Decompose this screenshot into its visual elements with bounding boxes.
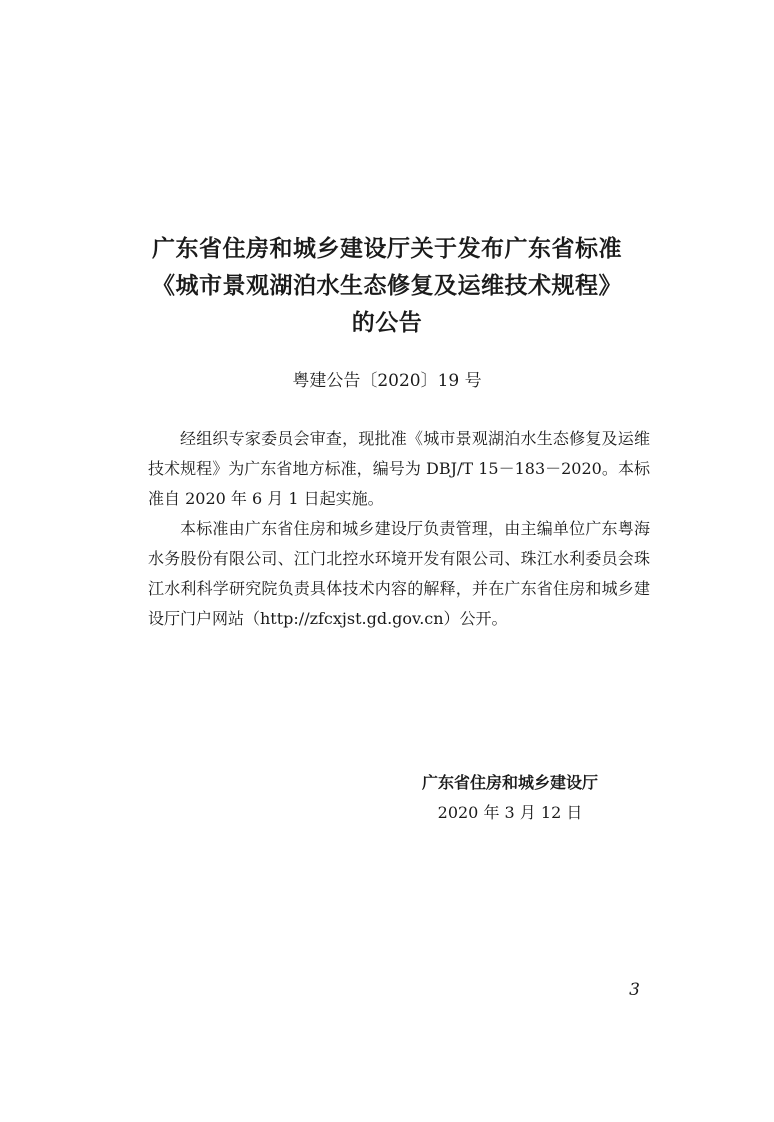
announcement-title [0,231,774,342]
paragraph-management: 本标准由广东省住房和城乡建设厅负责管理，由主编单位广东粤海水务股份有限公司、江门北控水环境开发有限公司、珠江水利委员会珠江水利科学研究院负责具体技术内容的解释，并在广东省住房和城乡建设厅门户网站（http://zfcxjst.gd.gov.cn）公开。 [148,519,650,628]
announcement-body [148,424,650,634]
title-line-2: 《城市景观湖泊水生态修复及运维技术规程》 [152,273,622,299]
document-number: 粤建公告〔2020〕19 号 [292,371,482,391]
title-line-3: 的公告 [351,310,423,336]
signature-date: 2020 年 3 月 12 日 [437,803,583,822]
signature-block [400,768,620,828]
page-number: 3 [629,980,640,1000]
title-line-1: 广东省住房和城乡建设厅关于发布广东省标准 [152,236,622,262]
paragraph-approval: 经组织专家委员会审查，现批准《城市景观湖泊水生态修复及运维技术规程》为广东省地方标准，编号为 DBJ/T 15－183－2020。本标准自 2020 年 6 月 1 日起实施。 [148,429,650,508]
signature-organization: 广东省住房和城乡建设厅 [421,773,598,792]
